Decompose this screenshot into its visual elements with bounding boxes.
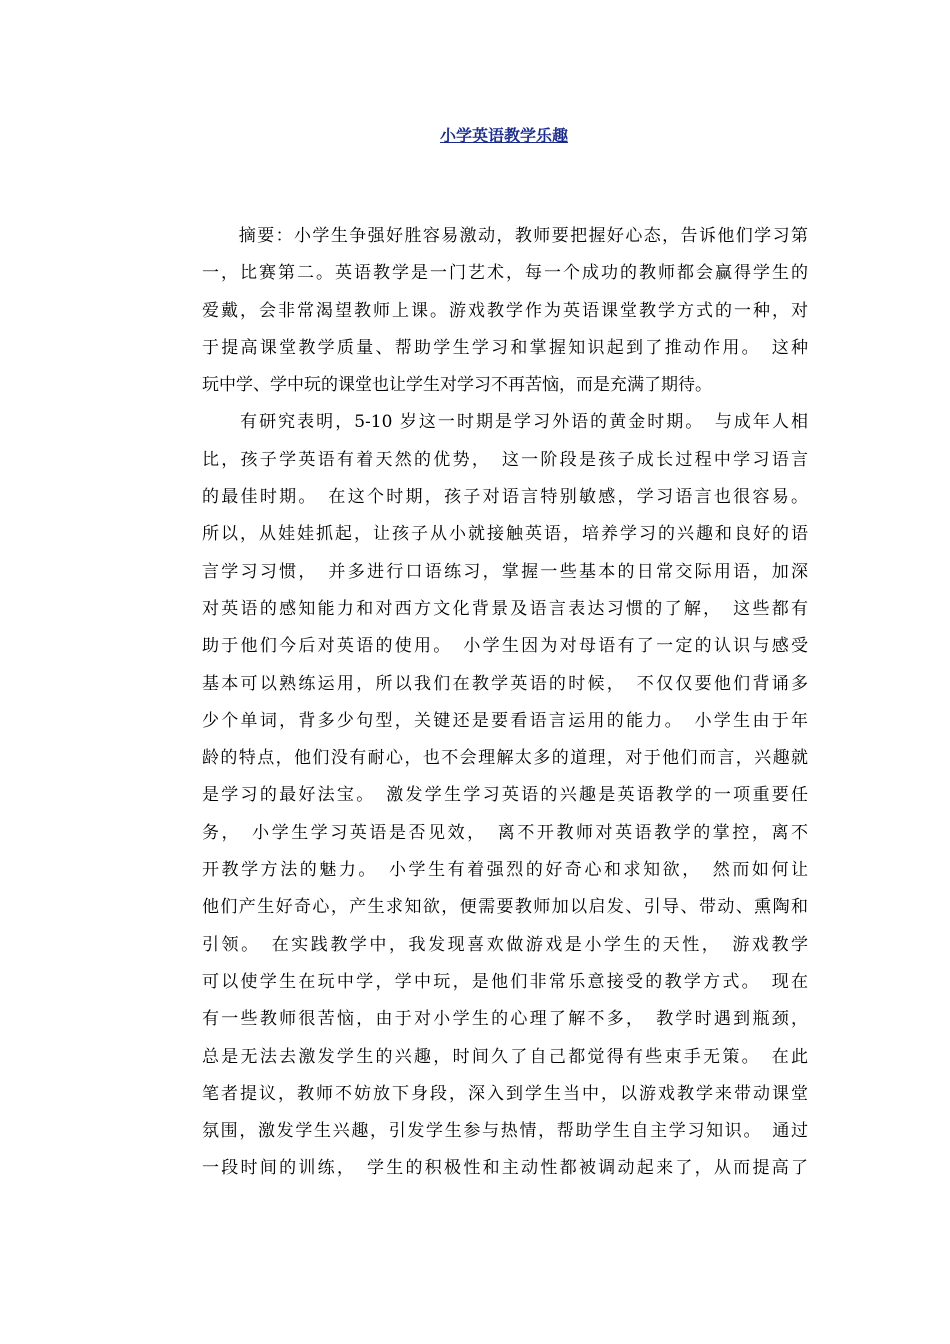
text-line: 摘要：小学生争强好胜容易激动，教师要把握好心态，告诉他们学习第 (202, 226, 808, 246)
text-line: 基本可以熟练运用，所以我们在教学英语的时候， 不仅仅要他们背诵多 (202, 673, 808, 694)
text-line: 比，孩子学英语有着天然的优势， 这一阶段是孩子成长过程中学习语言 (202, 449, 808, 470)
text-line: 言学习习惯， 并多进行口语练习，掌握一些基本的日常交际用语，加深 (202, 561, 808, 582)
text-line: 务， 小学生学习英语是否见效， 离不开教师对英语教学的掌控，离不 (202, 822, 808, 843)
text-line: 的最佳时期。 在这个时期，孩子对语言特别敏感，学习语言也很容易。 (202, 487, 808, 508)
text-line: 氛围，激发学生兴趣，引发学生参与热情，帮助学生自主学习知识。 通过 (202, 1121, 808, 1142)
text-line: 一，比赛第二。英语教学是一门艺术，每一个成功的教师都会赢得学生的 (202, 263, 808, 284)
text-line: 玩中学、学中玩的课堂也让学生对学习不再苦恼，而是充满了期待。 (202, 375, 712, 396)
text-line: 引领。 在实践教学中，我发现喜欢做游戏是小学生的天性， 游戏教学 (202, 934, 808, 955)
text-line: 龄的特点，他们没有耐心，也不会理解太多的道理，对于他们而言，兴趣就 (202, 748, 808, 769)
text-line: 总是无法去激发学生的兴趣，时间久了自己都觉得有些束手无策。 在此 (202, 1046, 808, 1067)
text-line: 少个单词，背多少句型，关键还是要看语言运用的能力。 小学生由于年 (202, 710, 808, 731)
text-line: 一段时间的训练， 学生的积极性和主动性都被调动起来了，从而提高了 (202, 1158, 808, 1179)
text-line: 对英语的感知能力和对西方文化背景及语言表达习惯的了解， 这些都有 (202, 598, 808, 619)
text-line: 是学习的最好法宝。 激发学生学习英语的兴趣是英语教学的一项重要任 (202, 785, 808, 806)
document-title: 小学英语教学乐趣 (439, 126, 568, 145)
text-line: 于提高课堂教学质量、帮助学生学习和掌握知识起到了推动作用。 这种 (202, 337, 808, 358)
text-line: 助于他们今后对英语的使用。 小学生因为对母语有了一定的认识与感受 (202, 636, 808, 657)
text-line: 他们产生好奇心，产生求知欲，便需要教师加以启发、引导、带动、熏陶和 (202, 897, 808, 918)
text-line: 所以，从娃娃抓起，让孩子从小就接触英语，培养学习的兴趣和良好的语 (202, 524, 808, 545)
text-line: 开教学方法的魅力。 小学生有着强烈的好奇心和求知欲， 然而如何让 (202, 860, 808, 881)
text-line: 有一些教师很苦恼，由于对小学生的心理了解不多， 教学时遇到瓶颈， (202, 1009, 808, 1030)
document-body (202, 218, 808, 1188)
text-line: 可以使学生在玩中学，学中玩，是他们非常乐意接受的教学方式。 现在 (202, 971, 808, 992)
text-line: 笔者提议，教师不妨放下身段，深入到学生当中，以游戏教学来带动课堂 (202, 1083, 808, 1104)
text-line: 爱戴，会非常渴望教师上课。游戏教学作为英语课堂教学方式的一种，对 (202, 300, 808, 321)
text-line: 有研究表明，5-10 岁这一时期是学习外语的黄金时期。 与成年人相 (202, 412, 808, 433)
